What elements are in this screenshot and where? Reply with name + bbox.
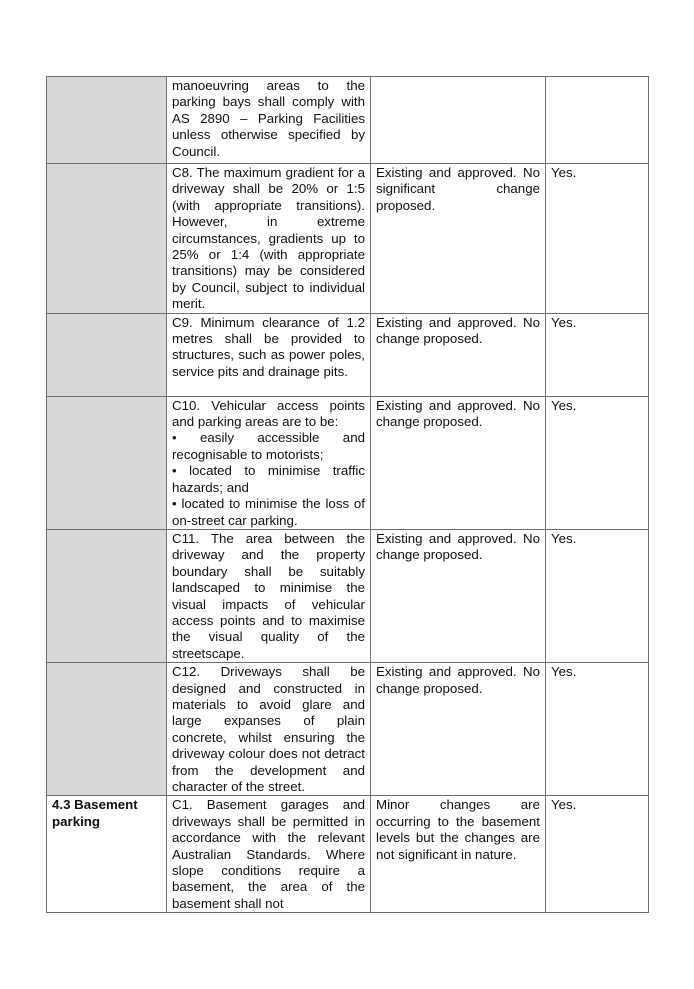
- comment-cell: [371, 77, 546, 164]
- comment-text: Existing and approved. No change proposed.: [376, 664, 540, 696]
- table-row: [47, 796, 649, 913]
- table-row: [47, 164, 649, 314]
- comment-text: Existing and approved. No significant change proposed.: [376, 165, 540, 213]
- control-cell: [167, 396, 371, 529]
- section-cell: [47, 396, 167, 529]
- comment-text: Existing and approved. No change proposed.: [376, 530, 540, 563]
- compliance-cell: Yes.: [546, 396, 649, 529]
- compliance-cell: Yes.: [546, 663, 649, 796]
- table-row: [47, 529, 649, 662]
- control-cell: [167, 313, 371, 396]
- section-cell: 4.3 Basement parking: [47, 796, 167, 913]
- comment-cell: [371, 796, 546, 913]
- compliance-cell: Yes.: [546, 164, 649, 314]
- control-cell: [167, 796, 371, 913]
- control-text: C1. Basement garages and driveways shall be permitted in accordance with the relevant Australian Standards. Where slope conditions require a basement, the area of the basement shall not: [172, 797, 365, 911]
- control-cell: [167, 663, 371, 796]
- section-cell: [47, 663, 167, 796]
- comment-cell: [371, 313, 546, 396]
- section-cell: [47, 164, 167, 314]
- compliance-cell: Yes.: [546, 313, 649, 396]
- table-row: [47, 313, 649, 396]
- control-text: C10. Vehicular access points and parking areas are to be:: [172, 397, 365, 430]
- comment-cell: [371, 396, 546, 529]
- control-text: manoeuvring areas to the parking bays shall comply with AS 2890 – Parking Facilities unless otherwise specified by Council.: [172, 78, 365, 159]
- control-cell: [167, 77, 371, 164]
- table-row: [47, 77, 649, 164]
- control-text: C12. Driveways shall be designed and constructed in materials to avoid glare and large expanses of plain concrete, whilst ensuring the driveway colour does not detract from the development and character of the street.: [172, 664, 365, 794]
- compliance-table: [46, 76, 649, 913]
- table-row: [47, 663, 649, 796]
- compliance-cell: Yes.: [546, 796, 649, 913]
- section-cell: [47, 313, 167, 396]
- comment-cell: [371, 164, 546, 314]
- section-cell: [47, 529, 167, 662]
- comment-text: Existing and approved. No change proposed.: [376, 314, 540, 347]
- control-cell: [167, 529, 371, 662]
- section-cell: [47, 77, 167, 164]
- control-cell: [167, 164, 371, 314]
- comment-text: Existing and approved. No change proposed.: [376, 397, 540, 430]
- control-text: C11. The area between the driveway and the property boundary shall be suitably landscaped to minimise the visual impacts of vehicular access points and to maximise the visual quality of the streetscape.: [172, 530, 365, 661]
- comment-cell: [371, 529, 546, 662]
- control-text: C8. The maximum gradient for a driveway shall be 20% or 1:5 (with appropriate transitions). However, in extreme circumstances, gradients up to 25% or 1:4 (with appropriate transitions) may be considered by Council, subject to individual merit.: [172, 165, 365, 312]
- comment-cell: [371, 663, 546, 796]
- control-text: C9. Minimum clearance of 1.2 metres shall be provided to structures, such as power poles, service pits and drainage pits.: [172, 314, 365, 379]
- comment-text: Minor changes are occurring to the basement levels but the changes are not significant in nature.: [376, 797, 540, 862]
- control-bullet: • easily accessible and recognisable to motorists;: [172, 430, 365, 462]
- table-row: [47, 396, 649, 529]
- control-bullet: • located to minimise traffic hazards; and: [172, 463, 365, 495]
- compliance-cell: Yes.: [546, 529, 649, 662]
- control-bullet: • located to minimise the loss of on-street car parking.: [172, 496, 365, 528]
- compliance-cell: [546, 77, 649, 164]
